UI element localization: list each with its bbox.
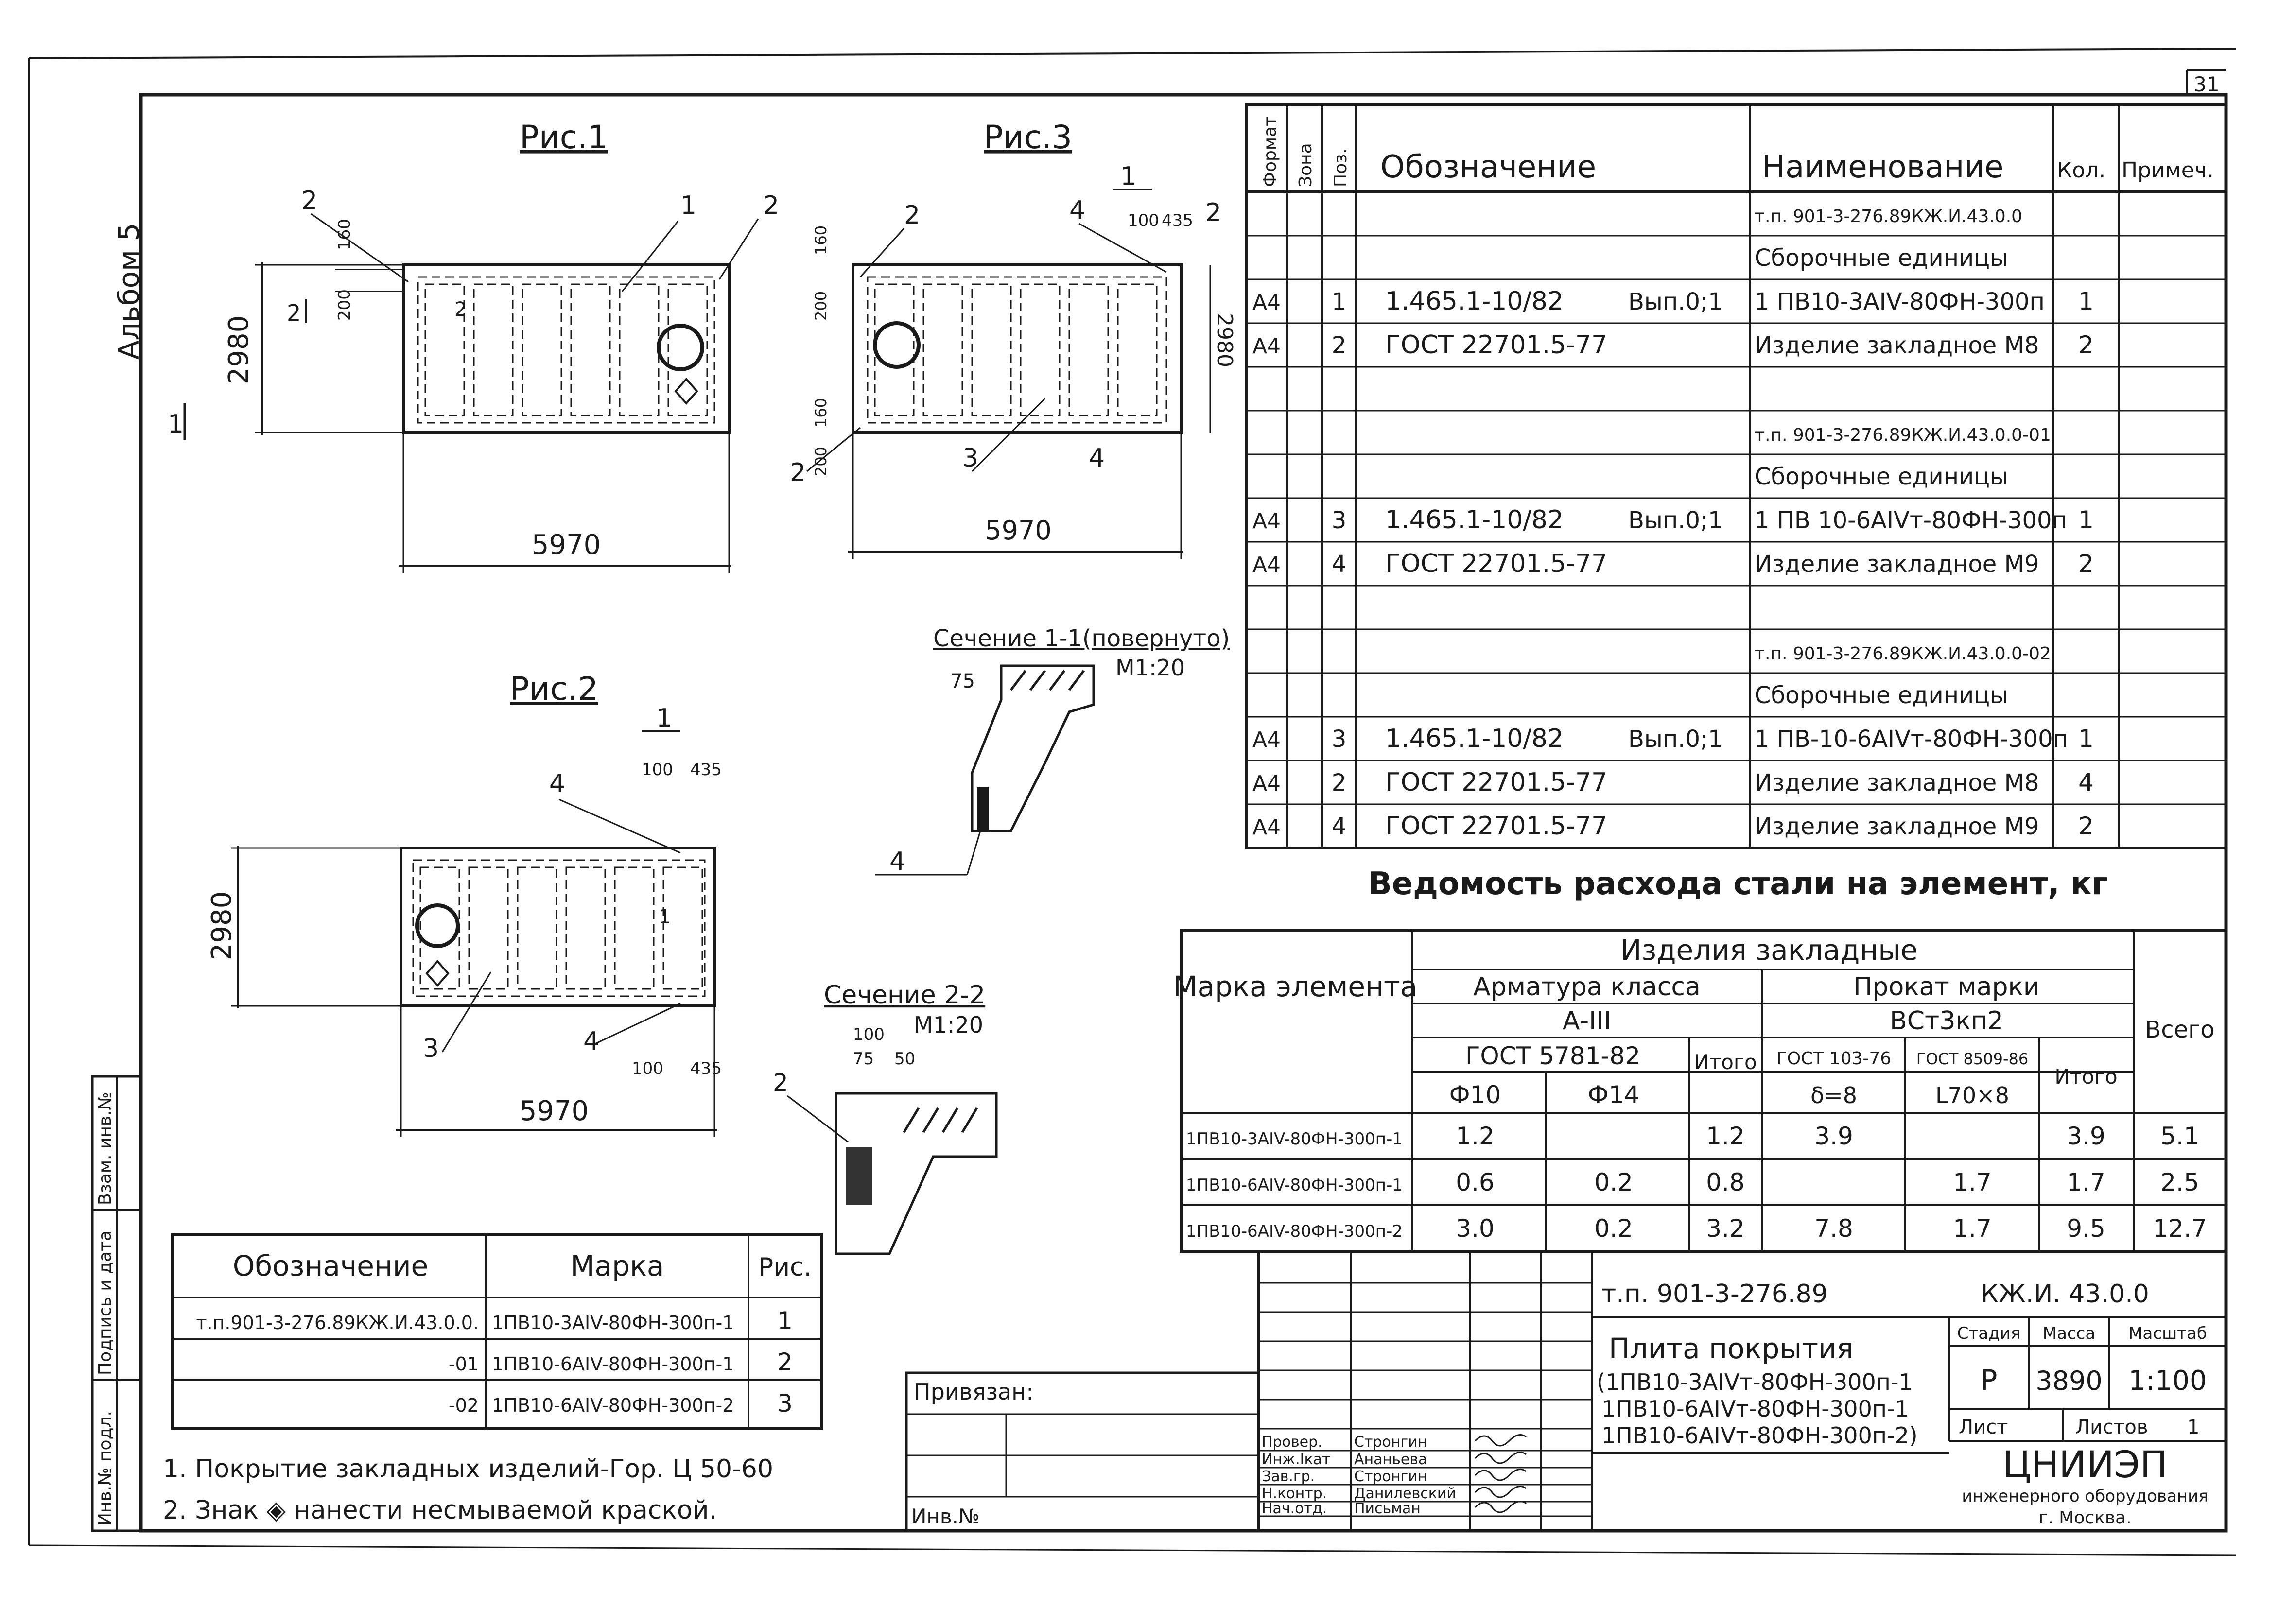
signature <box>1475 1502 1526 1513</box>
steel-cell-d10: 1.2 <box>1456 1122 1495 1150</box>
spec-cell-qty: 1 <box>2078 506 2094 534</box>
fig2-dim-435-top: 435 <box>690 760 722 779</box>
fig2-pos-4-top: 4 <box>549 769 566 798</box>
fig1-sec-2-mark-b: 2 <box>454 298 467 321</box>
notes <box>163 1454 773 1525</box>
diamond-mark <box>427 961 448 986</box>
fig1-pos-2-right: 2 <box>763 191 780 220</box>
tb-stage-h: Стадия <box>1957 1324 2021 1343</box>
steel-row <box>1186 1168 2199 1196</box>
tb-person-row <box>1262 1434 1526 1451</box>
spec-cell-format: А4 <box>1252 771 1281 796</box>
fig2-width-dim: 2980 <box>206 891 238 961</box>
figure-3-title: Рис.3 <box>984 119 1072 156</box>
spec-cell-pos: 3 <box>1331 726 1347 753</box>
fig2-length-dim: 5970 <box>519 1095 589 1127</box>
figure-2 <box>206 670 722 1137</box>
spec-h-name: Наименование <box>1762 149 2004 185</box>
tb-person-name: Стронгин <box>1354 1434 1427 1451</box>
fig3-pos-2-bot: 2 <box>790 458 806 487</box>
spec-row <box>1252 287 2094 316</box>
tb-project: т.п. 901-3-276.89 <box>1601 1280 1828 1309</box>
steel-h-mark: Марка элемента <box>1173 970 1418 1003</box>
spec-cell-designation: 1.465.1-10/82 <box>1385 505 1564 535</box>
steel-cell-s8: 3.9 <box>1814 1122 1853 1150</box>
steel-cell-mark: 1ПВ10-6АIV-80ФН-300п-2 <box>1186 1222 1403 1241</box>
spec-h-zone: Зона <box>1296 143 1316 187</box>
fig3-dim-160-bot: 160 <box>812 398 830 428</box>
spec-cell-format: А4 <box>1252 509 1281 534</box>
note-2: 2. Знак ◈ нанести несмываемой краской. <box>163 1496 717 1525</box>
spec-h-designation: Обозначение <box>1380 149 1597 185</box>
steel-table <box>1173 866 2226 1251</box>
steel-h-total-1: Итого <box>1694 1050 1757 1074</box>
spec-h-qty: Кол. <box>2057 158 2106 183</box>
spec-cell-name: т.п. 901-3-276.89КЖ.И.43.0.0-02 <box>1755 644 2051 664</box>
spec-h-format: Формат <box>1260 116 1280 187</box>
steel-cell-l70: 1.7 <box>1953 1214 1992 1243</box>
spec-cell-pos: 2 <box>1331 332 1347 359</box>
diamond-mark <box>676 379 697 403</box>
spec-cell-format: А4 <box>1252 727 1281 752</box>
spec-row <box>1252 812 2094 841</box>
steel-h-rolled: Прокат марки <box>1853 972 2040 1002</box>
tb-scale: 1:100 <box>2128 1365 2207 1397</box>
spec-cell-issue: Вып.0;1 <box>1628 726 1723 753</box>
steel-h-gost8509: ГОСТ 8509-86 <box>1916 1050 2029 1068</box>
steel-cell-total-1: 0.8 <box>1706 1168 1745 1196</box>
fig2-dim-100-top: 100 <box>642 760 673 779</box>
spec-cell-qty: 1 <box>2078 725 2094 753</box>
steel-cell-l70: 1.7 <box>1953 1168 1992 1196</box>
stamp-replace-inv: Взам. инв.№ <box>95 1092 115 1205</box>
fig1-width-dim: 2980 <box>223 315 255 385</box>
marks-cell-figure: 2 <box>777 1348 793 1376</box>
fig3-pos-3: 3 <box>962 444 979 473</box>
section-2-2-title: Сечение 2-2 <box>824 981 986 1010</box>
marks-cell-designation: -01 <box>448 1353 479 1375</box>
fig1-sec-1-mark: 1 <box>168 410 184 439</box>
steel-cell-all: 12.7 <box>2153 1214 2207 1243</box>
marks-cell-designation: т.п.901-3-276.89КЖ.И.43.0.0. <box>196 1312 479 1333</box>
steel-cell-s8: 7.8 <box>1814 1214 1853 1243</box>
left-stamp <box>92 1076 141 1531</box>
tb-scale-h: Масштаб <box>2128 1324 2207 1343</box>
steel-h-l70: L70×8 <box>1935 1082 2009 1108</box>
spec-cell-pos: 4 <box>1331 551 1347 578</box>
fig3-dim-200-top: 200 <box>812 291 830 321</box>
section-1-1-dim-75: 75 <box>950 670 975 692</box>
marks-row <box>196 1307 793 1335</box>
spec-table <box>1247 104 2226 848</box>
tb-org-1: ЦНИИЭП <box>2002 1443 2168 1486</box>
marks-cell-mark: 1ПВ10-6АIV-80ФН-300п-2 <box>492 1395 734 1416</box>
steel-h-rebar-class: А-III <box>1562 1006 1612 1036</box>
marks-h-designation: Обозначение <box>232 1249 429 1282</box>
fig2-dim-435-bot: 435 <box>690 1059 722 1078</box>
section-1-1-pos-4: 4 <box>889 847 906 876</box>
figure-1-title: Рис.1 <box>520 119 608 156</box>
section-2-2 <box>773 981 996 1254</box>
spec-cell-pos: 1 <box>1331 288 1347 315</box>
steel-h-rebar: Арматура класса <box>1473 972 1701 1002</box>
section-1-1-title: Сечение 1-1(повернуто) <box>933 625 1230 652</box>
spec-h-pos: Поз. <box>1331 148 1351 187</box>
spec-row <box>1755 682 2008 709</box>
fig3-dim-160-top: 160 <box>812 225 830 255</box>
tb-role: Н.контр. <box>1262 1485 1327 1502</box>
fig3-pos-2-right: 2 <box>1205 198 1222 227</box>
tb-role: Зав.гр. <box>1262 1468 1315 1485</box>
tb-name-3: 1ПВ10-6АIVт-80ФН-300п-1 <box>1601 1396 1909 1422</box>
tb-sheets-h: Листов <box>2075 1416 2148 1438</box>
spec-cell-pos: 4 <box>1331 813 1347 840</box>
spec-row <box>1755 244 2008 272</box>
tb-stage: Р <box>1980 1364 1998 1397</box>
figure-3 <box>790 119 1237 559</box>
fig1-length-dim: 5970 <box>531 529 601 561</box>
steel-row <box>1186 1214 2207 1243</box>
steel-cell-d10: 0.6 <box>1456 1168 1495 1196</box>
fig2-sec-1-mark: 1 <box>656 704 673 733</box>
section-2-2-dim-75: 75 <box>853 1049 874 1069</box>
tb-inv-label: Инв.№ <box>911 1505 980 1528</box>
section-2-2-dim-100: 100 <box>853 1025 885 1044</box>
fig3-pos-2-top: 2 <box>904 201 921 230</box>
signature <box>1475 1470 1526 1481</box>
fig1-sec-2-mark: 2 <box>287 300 301 326</box>
marks-row <box>449 1348 793 1376</box>
signature <box>1475 1487 1526 1498</box>
fig2-pos-3: 3 <box>423 1034 439 1063</box>
album-label: Альбом 5 <box>112 223 145 360</box>
steel-h-gost103: ГОСТ 103-76 <box>1776 1049 1892 1069</box>
fig1-dim-160: 160 <box>335 219 354 250</box>
tb-code: КЖ.И. 43.0.0 <box>1981 1280 2149 1309</box>
section-1-1-scale: М1:20 <box>1115 655 1185 681</box>
steel-h-d10: Ф10 <box>1449 1081 1501 1109</box>
steel-cell-all: 2.5 <box>2160 1168 2199 1196</box>
section-2-2-dim-50: 50 <box>894 1049 916 1069</box>
fig3-sec-1-mark: 1 <box>1120 162 1137 191</box>
steel-cell-d10: 3.0 <box>1456 1214 1495 1243</box>
marks-cell-mark: 1ПВ10-3АIV-80ФН-300п-1 <box>492 1312 734 1333</box>
tb-person-name: Стронгин <box>1354 1468 1427 1485</box>
tb-sheet-h: Лист <box>1959 1416 2008 1438</box>
fig3-length-dim: 5970 <box>985 515 1052 546</box>
marks-h-figure: Рис. <box>758 1253 812 1282</box>
spec-cell-qty: 4 <box>2078 768 2094 796</box>
marks-h-mark: Марка <box>570 1249 664 1282</box>
marks-cell-mark: 1ПВ10-6АIV-80ФН-300п-1 <box>492 1353 734 1375</box>
fig3-pos-4: 4 <box>1089 444 1105 473</box>
tb-person-name: Ананьева <box>1354 1451 1427 1468</box>
spec-cell-format: А4 <box>1252 553 1281 577</box>
signature <box>1475 1435 1526 1446</box>
title-block <box>906 1251 2226 1531</box>
steel-cell-total-1: 3.2 <box>1706 1214 1745 1243</box>
tb-name-4: 1ПВ10-6АIVт-80ФН-300п-2) <box>1601 1422 1918 1449</box>
stamp-inv-orig: Инв.№ подл. <box>95 1411 115 1526</box>
tb-mass: 3890 <box>2035 1366 2103 1396</box>
fig2-dim-100-bot: 100 <box>632 1059 663 1078</box>
spec-cell-designation: 1.465.1-10/82 <box>1385 287 1564 316</box>
marks-row <box>449 1389 793 1418</box>
spec-cell-name: Сборочные единицы <box>1755 463 2008 490</box>
spec-row <box>1252 330 2094 360</box>
fig3-width-dim: 2980 <box>1212 313 1237 367</box>
steel-h-all: Всего <box>2145 1016 2215 1043</box>
tb-person-row <box>1262 1485 1526 1502</box>
steel-cell-total-2: 9.5 <box>2067 1214 2105 1243</box>
steel-cell-total-2: 1.7 <box>2067 1168 2105 1196</box>
spec-cell-name: Изделие закладное М9 <box>1755 551 2039 578</box>
steel-h-total-2: Итого <box>2054 1065 2118 1089</box>
tb-person-row <box>1262 1500 1526 1517</box>
steel-h-s8: δ=8 <box>1810 1082 1857 1108</box>
tb-sheets: 1 <box>2187 1416 2200 1438</box>
figure-2-title: Рис.2 <box>510 670 598 708</box>
spec-row <box>1755 207 2022 226</box>
tb-org-3: г. Москва. <box>2038 1508 2132 1528</box>
spec-cell-designation: ГОСТ 22701.5-77 <box>1385 812 1608 841</box>
spec-row <box>1755 644 2051 664</box>
marks-cell-figure: 1 <box>777 1307 793 1335</box>
fig2-pos-4-bot: 4 <box>583 1027 600 1056</box>
spec-h-note: Примеч. <box>2122 158 2214 183</box>
steel-cell-mark: 1ПВ10-3АIV-80ФН-300п-1 <box>1186 1129 1403 1149</box>
fig3-dim-100: 100 <box>1128 211 1159 230</box>
tb-name-1: Плита покрытия <box>1609 1332 1854 1365</box>
tb-person-name: Письман <box>1354 1500 1421 1517</box>
steel-h-d14: Ф14 <box>1587 1081 1640 1109</box>
steel-h-embedded: Изделия закладные <box>1620 934 1918 967</box>
tb-role: Инж.Iкат <box>1262 1451 1331 1468</box>
spec-cell-format: А4 <box>1252 334 1281 359</box>
sheet-number: 31 <box>2193 72 2220 96</box>
spec-cell-designation: ГОСТ 22701.5-77 <box>1385 768 1608 797</box>
spec-cell-name: 1 ПВ-10-6АIVт-80ФН-300п <box>1755 726 2068 753</box>
steel-cell-total-1: 1.2 <box>1706 1122 1745 1150</box>
steel-cell-d14: 0.2 <box>1594 1214 1633 1243</box>
spec-cell-name: 1 ПВ10-3АIV-80ФН-300п <box>1755 288 2045 315</box>
tb-org-2: инженерного оборудования <box>1962 1487 2209 1506</box>
tb-person-name: Данилевский <box>1354 1485 1456 1502</box>
spec-cell-name: Изделие закладное М8 <box>1755 332 2039 359</box>
figure-1 <box>168 119 779 573</box>
opening-circle <box>875 323 919 367</box>
steel-table-title: Ведомость расхода стали на элемент, кг <box>1368 866 2108 902</box>
spec-cell-name: Сборочные единицы <box>1755 682 2008 709</box>
spec-cell-issue: Вып.0;1 <box>1628 288 1723 315</box>
steel-h-rebar-gost: ГОСТ 5781-82 <box>1465 1042 1641 1070</box>
fig3-dim-435: 435 <box>1162 211 1193 230</box>
steel-cell-mark: 1ПВ10-6АIV-80ФН-300п-1 <box>1186 1176 1403 1195</box>
opening-circle <box>417 905 458 946</box>
steel-cell-all: 5.1 <box>2160 1122 2199 1150</box>
spec-cell-pos: 3 <box>1331 507 1347 534</box>
spec-row <box>1252 724 2094 753</box>
section-1-1 <box>875 625 1230 876</box>
spec-cell-name: т.п. 901-3-276.89КЖ.И.43.0.0-01 <box>1755 425 2051 445</box>
steel-row <box>1186 1122 2199 1150</box>
tb-person-row <box>1262 1468 1526 1485</box>
tb-role: Провер. <box>1262 1434 1322 1451</box>
marks-cell-designation: -02 <box>448 1395 479 1416</box>
marks-table <box>173 1234 821 1429</box>
note-1: 1. Покрытие закладных изделий-Гор. Ц 50-60 <box>163 1454 774 1484</box>
spec-row <box>1252 505 2094 535</box>
steel-cell-total-2: 3.9 <box>2067 1122 2105 1150</box>
tb-person-row <box>1262 1451 1526 1468</box>
spec-row <box>1252 768 2094 797</box>
fig1-pos-1: 1 <box>680 191 697 220</box>
spec-cell-format: А4 <box>1252 815 1281 840</box>
spec-cell-qty: 2 <box>2078 812 2094 840</box>
spec-cell-name: Сборочные единицы <box>1755 244 2008 272</box>
stamp-signature-date: Подпись и дата <box>95 1230 115 1375</box>
steel-cell-d14: 0.2 <box>1594 1168 1633 1196</box>
fig1-dim-200: 200 <box>335 289 354 321</box>
opening-circle <box>659 326 702 369</box>
fig1-pos-2-left: 2 <box>301 186 318 215</box>
fig3-pos-4-top: 4 <box>1069 196 1086 225</box>
spec-cell-qty: 1 <box>2078 287 2094 315</box>
spec-row <box>1755 463 2008 490</box>
tb-name-2: (1ПВ10-3АIVт-80ФН-300п-1 <box>1597 1369 1913 1395</box>
section-2-2-pos-2: 2 <box>773 1069 788 1097</box>
spec-cell-name: Изделие закладное М8 <box>1755 769 2039 796</box>
fig2-pos-1-inside: 1 <box>659 906 671 928</box>
spec-row <box>1755 425 2051 445</box>
spec-cell-pos: 2 <box>1331 769 1347 796</box>
fig3-dim-200-bot: 200 <box>812 446 830 476</box>
spec-cell-name: т.п. 901-3-276.89КЖ.И.43.0.0 <box>1755 207 2023 226</box>
signature <box>1475 1453 1526 1464</box>
section-2-2-scale: М1:20 <box>914 1012 983 1038</box>
marks-cell-figure: 3 <box>777 1389 793 1418</box>
tb-role: Нач.отд. <box>1262 1500 1327 1517</box>
spec-cell-name: 1 ПВ 10-6АIVт-80ФН-300п <box>1755 507 2067 534</box>
spec-cell-qty: 2 <box>2078 331 2094 359</box>
spec-cell-designation: ГОСТ 22701.5-77 <box>1385 330 1608 360</box>
spec-cell-name: Изделие закладное М9 <box>1755 813 2039 840</box>
spec-cell-qty: 2 <box>2078 550 2094 578</box>
steel-h-rolled-grade: ВСт3кп2 <box>1890 1006 2003 1036</box>
spec-cell-format: А4 <box>1252 290 1281 315</box>
spec-cell-designation: ГОСТ 22701.5-77 <box>1385 549 1608 578</box>
tb-mass-h: Масса <box>2042 1324 2096 1343</box>
spec-cell-issue: Вып.0;1 <box>1628 507 1723 534</box>
tb-bound-label: Привязан: <box>914 1379 1034 1405</box>
spec-row <box>1252 549 2094 578</box>
spec-cell-designation: 1.465.1-10/82 <box>1385 724 1564 753</box>
